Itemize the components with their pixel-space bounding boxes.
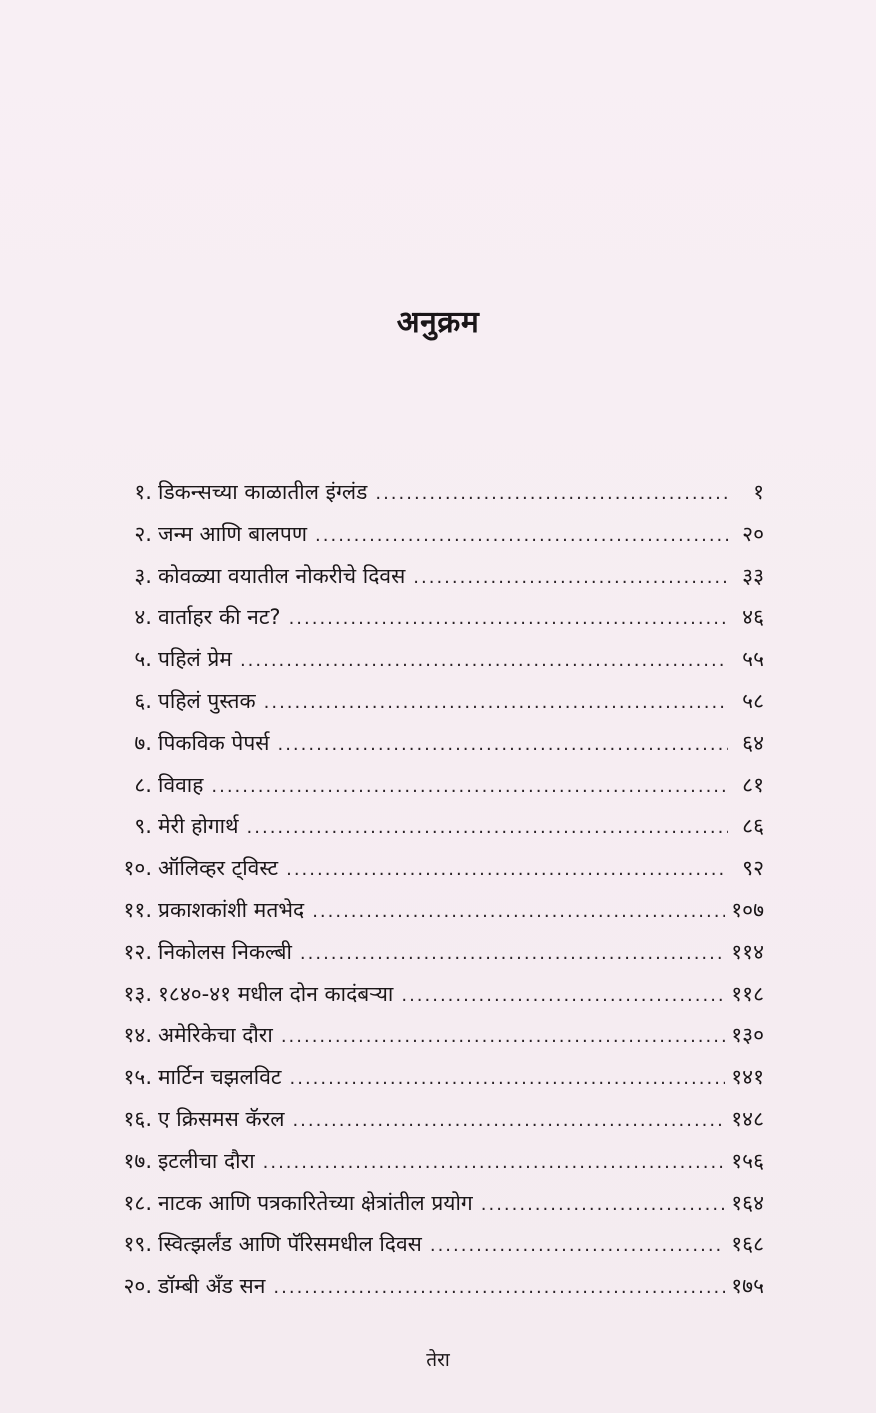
dot-leader [263,1142,726,1184]
toc-entry-number: ६. [134,688,152,713]
toc-entry-number: ९. [134,814,152,839]
toc-entry-number: ५. [134,647,152,672]
toc-entry-page: १३० [731,1023,764,1048]
toc-entry-number: ११. [123,897,152,922]
dot-leader [273,1267,725,1309]
toc-entry-title: ऑलिव्हर ट्विस्ट [158,856,279,881]
toc-entry [100,1141,764,1183]
toc-entry-title: प्रकाशकांशी मतभेद [158,897,305,922]
toc-entry [100,1015,764,1057]
toc-entry-page: ९२ [742,856,764,881]
toc-entry-title: डॉम्बी अँड सन [158,1274,266,1299]
toc-entry-title: पहिलं पुस्तक [158,688,256,713]
toc-entry [100,806,764,848]
dot-leader [247,807,728,849]
toc-entry-page: १६४ [731,1190,764,1215]
toc-entry [100,597,764,639]
toc-entry [100,1266,764,1308]
toc-entry [100,472,764,514]
toc-entry-number: २. [134,521,152,546]
toc-entry-number: ७. [134,730,152,755]
toc-entry [100,1224,764,1266]
toc-entry [100,1057,764,1099]
toc-entry-page: १६८ [731,1232,764,1257]
toc-entry-number: १८. [123,1190,152,1215]
toc-entry-title: इटलीचा दौरा [158,1148,255,1173]
dot-leader [286,849,728,891]
dot-leader [277,724,728,766]
toc-entry-title: निकोलस निकल्बी [158,939,292,964]
toc-entry-page: १४१ [731,1065,764,1090]
toc-entry-title: पहिलं प्रेम [158,647,232,672]
toc-entry-page: १७५ [731,1274,764,1299]
toc-entry-page: १४८ [731,1106,764,1131]
toc-entry-page: ११८ [731,981,764,1006]
toc-entry-number: १३. [123,981,152,1006]
dot-leader [413,557,728,599]
dot-leader [315,515,728,557]
toc-entry-number: १०. [123,856,152,881]
toc-entry-title: अमेरिकेचा दौरा [158,1023,273,1048]
dot-leader [290,1058,726,1100]
toc-entry-title: मेरी होगार्थ [158,814,239,839]
dot-leader [211,766,728,808]
toc-entry-title: मार्टिन चझलविट [158,1065,282,1090]
dot-leader [281,1016,725,1058]
toc-entry [100,681,764,723]
toc-entry-page: २० [742,521,764,546]
dot-leader [430,1225,725,1267]
table-of-contents [100,472,764,1308]
toc-entry-number: ८. [134,772,152,797]
dot-leader [312,891,725,933]
dot-leader [264,682,728,724]
toc-entry [100,1183,764,1225]
toc-entry-number: १. [134,480,152,504]
toc-entry-page: १०७ [731,897,764,922]
toc-entry-title: जन्म आणि बालपण [158,521,308,546]
toc-entry [100,932,764,974]
toc-entry-page: ४६ [742,605,764,630]
dot-leader [292,1100,725,1142]
toc-entry [100,1099,764,1141]
toc-entry-page: ६४ [742,730,764,755]
toc-entry-number: ४. [134,605,152,630]
toc-entry-page: ८६ [742,814,764,839]
dot-leader [289,598,728,640]
toc-entry [100,639,764,681]
toc-entry-title: कोवळ्या वयातील नोकरीचे दिवस [158,563,406,588]
toc-entry-page: १ [753,480,764,504]
toc-entry-number: १७. [123,1148,152,1173]
toc-entry-title: १८४०-४१ मधील दोन कादंबऱ्या [158,981,394,1006]
page-number-footer: तेरा [426,1349,450,1371]
dot-leader [375,473,728,515]
toc-entry-title: स्वित्झर्लंड आणि पॅरिसमधील दिवस [158,1232,422,1257]
toc-entry [100,765,764,807]
toc-entry-title: वार्ताहर की नट? [158,605,281,630]
toc-entry-page: ५८ [742,688,764,713]
toc-entry [100,514,764,556]
toc-entry-page: ८१ [742,772,764,797]
toc-entry-number: १५. [123,1065,152,1090]
toc-entry [100,890,764,932]
toc-entry [100,556,764,598]
toc-entry [100,848,764,890]
toc-entry-title: ए क्रिसमस कॅरल [158,1106,285,1131]
toc-entry [100,974,764,1016]
toc-entry-title: पिकविक पेपर्स [158,730,270,755]
toc-entry [100,723,764,765]
toc-entry-page: ११४ [731,939,764,964]
toc-entry-page: ३३ [742,563,764,588]
toc-entry-number: २०. [123,1274,152,1299]
toc-entry-page: १५६ [731,1148,764,1173]
dot-leader [240,640,728,682]
toc-entry-title: नाटक आणि पत्रकारितेच्या क्षेत्रांतील प्रयोग [158,1190,473,1215]
toc-entry-title: डिकन्सच्या काळातील इंग्लंड [158,480,368,504]
dot-leader [401,975,725,1017]
toc-entry-page: ५५ [742,647,764,672]
toc-entry-number: १२. [123,939,152,964]
toc-entry-number: ३. [134,563,152,588]
page-title: अनुक्रम [396,305,480,340]
dot-leader [300,933,725,975]
toc-entry-title: विवाह [158,772,204,797]
toc-entry-number: १६. [123,1106,152,1131]
dot-leader [481,1184,725,1226]
toc-entry-number: १४. [123,1023,152,1048]
toc-entry-number: १९. [123,1232,152,1257]
